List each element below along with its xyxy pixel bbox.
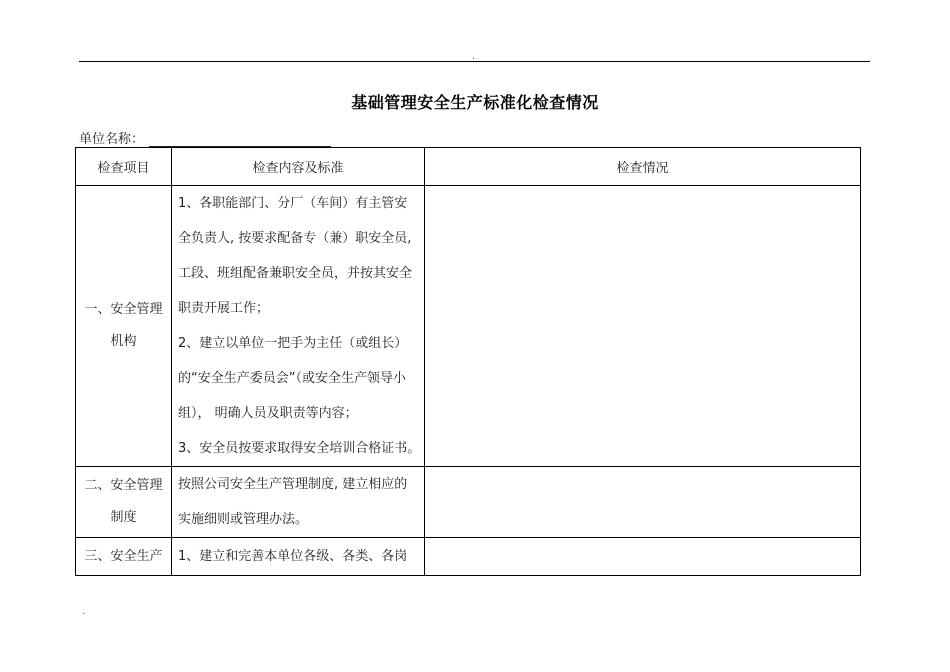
row-item-line: 机构 xyxy=(110,334,137,349)
table-row xyxy=(76,186,861,467)
row-item-cell xyxy=(76,186,172,467)
unit-name-label: 单位名称： xyxy=(79,132,145,147)
content-line: 按照公司安全生产管理制度, 建立相应的 xyxy=(178,477,408,492)
row-item-line: 一、安全管理 xyxy=(84,302,163,317)
row-status-cell[interactable] xyxy=(425,467,861,538)
content-line: 1、建立和完善本单位各级、各类、各岗 xyxy=(178,549,408,564)
column-header-status: 检查情况 xyxy=(425,148,861,186)
row-item-cell xyxy=(76,467,172,538)
content-line: 3、安全员按要求取得安全培训合格证书。 xyxy=(178,441,421,456)
row-item-line: 三、安全生产 xyxy=(84,549,163,564)
row-status-cell[interactable] xyxy=(425,538,861,576)
row-status-cell[interactable] xyxy=(425,186,861,467)
header-mark: . xyxy=(472,51,476,62)
page-title: 基础管理安全生产标准化检查情况 xyxy=(351,93,599,112)
row-content-cell xyxy=(172,538,425,576)
table-row xyxy=(76,467,861,538)
row-item-line: 制度 xyxy=(110,510,137,525)
content-line: 2、建立以单位一把手为主任（或组长） xyxy=(178,336,408,351)
column-header-content: 检查内容及标准 xyxy=(172,148,425,186)
content-line: 全负责人, 按要求配备专（兼）职安全员, xyxy=(178,231,412,246)
content-line: 工段、班组配备兼职安全员，并按其安全 xyxy=(178,266,413,281)
inspection-table xyxy=(75,147,861,576)
content-line: 职责开展工作； xyxy=(178,301,270,316)
header-rule xyxy=(79,61,870,62)
row-content-cell xyxy=(172,186,425,467)
content-line: 的“安全生产委员会”（或安全生产领导小 xyxy=(178,371,406,386)
table-header-row xyxy=(76,148,861,186)
content-line: 组）， 明确人员及职责等内容； xyxy=(178,406,358,421)
content-line: 实施细则或管理办法。 xyxy=(178,512,309,527)
footer-mark: . xyxy=(82,606,86,617)
content-line: 1、各职能部门、分厂（车间）有主管安 xyxy=(178,196,408,211)
row-item-line: 二、安全管理 xyxy=(84,478,163,493)
row-content-cell xyxy=(172,467,425,538)
row-item-cell xyxy=(76,538,172,576)
column-header-item: 检查项目 xyxy=(76,148,172,186)
table-row xyxy=(76,538,861,576)
